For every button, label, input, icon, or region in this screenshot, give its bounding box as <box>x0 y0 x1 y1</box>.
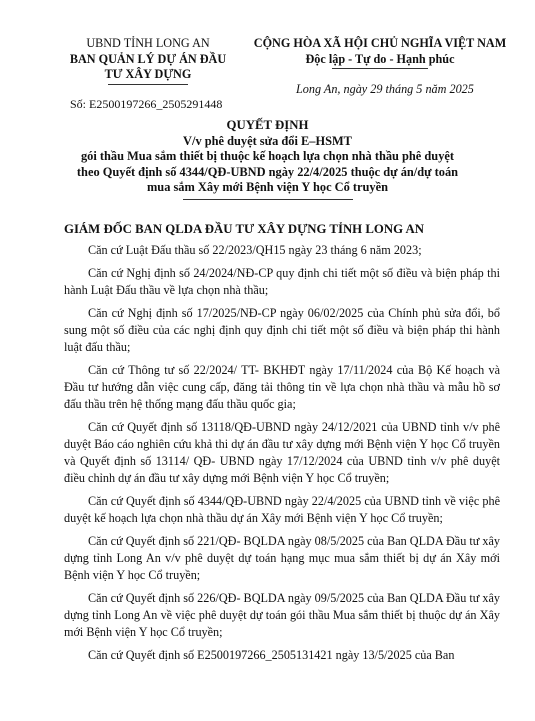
national-motto: Độc lập - Tự do - Hạnh phúc <box>305 51 455 66</box>
legal-basis-paragraph: Căn cứ Quyết định số 221/QĐ- BQLDA ngày 08/5/2025 của Ban QLDA Đầu tư xây dựng tỉnh Long An v/v phê duyệt dự toán hạng mục mua sắm thiết bị dự án Xây mới Bệnh viện Y học Cổ truyền; <box>64 534 500 582</box>
agency-divider <box>108 84 188 85</box>
legal-basis-paragraph: Căn cứ Nghị định số 24/2024/NĐ-CP quy định chi tiết một số điều và biện pháp thi hành Luật Đấu thầu về lựa chọn nhà thầu; <box>64 266 500 297</box>
legal-basis-paragraph: Căn cứ Quyết định số E2500197266_2505131421 ngày 13/5/2025 của Ban <box>88 648 455 662</box>
province-name: UBND TỈNH LONG AN <box>86 36 210 50</box>
legal-basis-paragraph: Căn cứ Quyết định số 226/QĐ- BQLDA ngày 09/5/2025 của Ban QLDA Đầu tư xây dựng tỉnh Long An về việc phê duyệt dự toán gói thầu Mua sắm thiết bị thuộc dự án Xây mới Bệnh viện Y học Cổ truyền; <box>64 591 500 639</box>
document-type: QUYẾT ĐỊNH <box>226 118 309 132</box>
document-number: Số: E2500197266_2505291448 <box>70 97 223 111</box>
issue-date: Long An, ngày 29 tháng 5 năm 2025 <box>296 82 474 96</box>
legal-basis-paragraph: Căn cứ Luật Đấu thầu số 22/2023/QH15 ngày 23 tháng 6 năm 2023; <box>88 243 422 257</box>
legal-basis-paragraph: Căn cứ Quyết định số 13118/QĐ-UBND ngày 24/12/2021 của UBND tỉnh v/v phê duyệt Báo cáo nghiên cứu khả thi dự án đầu tư xây dựng mới Bệnh viện Y học Cổ truyền và Quyết định số 13114/ QĐ- UBND ngày 17/12/2024 của UBND tỉnh v/v phê duyệt điều chỉnh dự án đầu tư xây dựng mới Bệnh viện Y học Cổ truyền; <box>64 420 500 485</box>
title-line-1: V/v phê duyệt sửa đổi E–HSMT <box>183 133 352 148</box>
document-body <box>64 242 500 670</box>
agency-name-line2: TƯ XÂY DỰNG <box>104 67 192 81</box>
legal-basis-paragraph: Căn cứ Quyết định số 4344/QĐ-UBND ngày 22/4/2025 của UBND tỉnh về việc phê duyệt kế hoạch lựa chọn nhà thầu dự án Xây mới Bệnh viện Y học Cổ truyền; <box>64 494 500 525</box>
decision-title-block <box>40 118 495 200</box>
title-divider <box>183 199 353 200</box>
motto-divider <box>332 68 428 69</box>
legal-basis-paragraph: Căn cứ Thông tư số 22/2024/ TT- BKHĐT ngày 17/11/2024 của Bộ Kế hoạch và Đầu tư hướng dẫn việc cung cấp, đăng tải thông tin về lựa chọn nhà thầu và mẫu hồ sơ đấu thầu trên hệ thống mạng đấu thầu quốc gia; <box>64 363 500 411</box>
agency-name-line1: BAN QUẢN LÝ DỰ ÁN ĐẦU <box>69 51 227 66</box>
title-line-4: mua sắm Xây mới Bệnh viện Y học Cổ truyền <box>146 180 389 194</box>
issuing-authority-heading: GIÁM ĐỐC BAN QLDA ĐẦU TƯ XÂY DỰNG TỈNH LONG AN <box>64 222 424 236</box>
issuing-agency-block <box>48 36 248 85</box>
legal-basis-paragraph: Căn cứ Nghị định số 17/2025/NĐ-CP ngày 06/02/2025 của Chính phủ sửa đổi, bổ sung một số điều của các nghị định quy định chi tiết một số điều và biện pháp thi hành luật đấu thầu; <box>64 306 500 354</box>
title-line-2: gói thầu Mua sắm thiết bị thuộc kế hoạch lựa chọn nhà thầu phê duyệt <box>80 149 455 163</box>
nation-name: CỘNG HÒA XÃ HỘI CHỦ NGHĨA VIỆT NAM <box>253 36 507 50</box>
title-line-3: theo Quyết định số 4344/QĐ-UBND ngày 22/4/2025 thuộc dự án/dự toán <box>76 164 459 179</box>
national-header-block <box>232 36 528 69</box>
